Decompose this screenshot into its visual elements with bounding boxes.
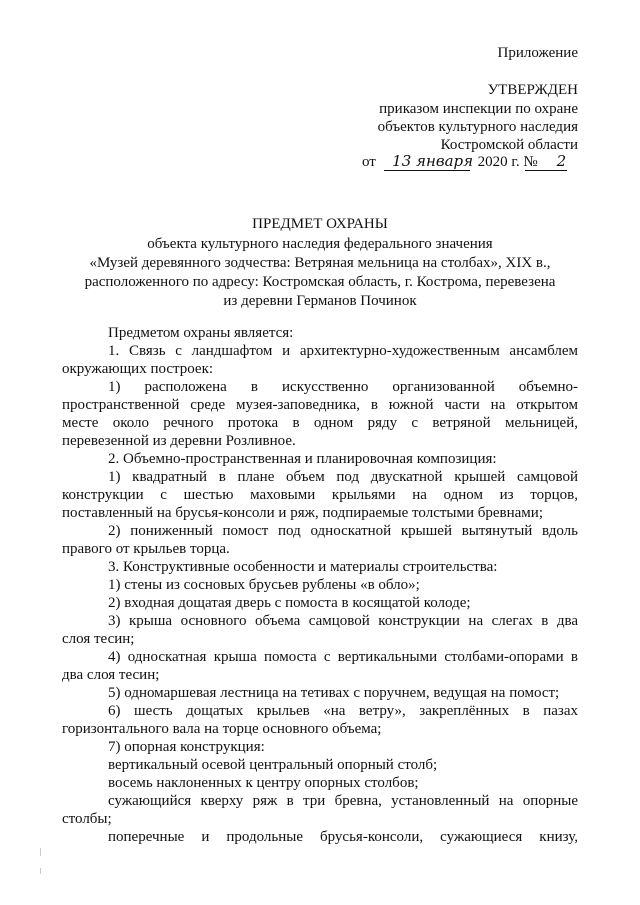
item-1-1-cont: месте около речного протока в одном ряду с ветряной мельницей, [62,415,578,431]
order-line: приказом инспекции по охране [379,101,578,117]
item-2-1: 1) квадратный в плане объем под двускатной крышей самцовой [108,469,578,485]
approved-stamp-text: УТВЕРЖДЕН [487,82,578,98]
body-intro: Предметом охраны является: [108,325,294,341]
item-3-2: 2) входная дощатая дверь с помоста в косящатой колоде; [108,595,471,611]
section-1-heading-cont: окружающих построек: [62,361,214,377]
item-3-4-cont: два слоя тесин; [62,667,160,683]
item-3-1: 1) стены из сосновых брусьев рублены «в обло»; [108,577,420,593]
handwritten-number: 2 [556,152,567,170]
scan-mark [40,848,41,856]
item-1-1: 1) расположена в искусственно организованной объемно- [108,379,578,395]
item-2-1-cont: поставленный на брусья-консоли и ряж, подпираемые толстыми бревнами; [62,505,543,521]
document-title: ПРЕДМЕТ ОХРАНЫ [252,216,388,232]
section-2-heading: 2. Объемно-пространственная и планировочная композиция: [108,451,497,467]
item-3-4: 4) односкатная крыша помоста с вертикальными столбами-опорами в [108,649,578,665]
order-line: Костромской области [440,137,578,153]
item-3-5: 5) одномаршевая лестница на тетивах с поручнем, ведущая на помост; [108,685,560,701]
item-1-1-cont: перевезенной из деревни Розливное. [62,433,296,449]
item-3-7-d: поперечные и продольные брусья-консоли, сужающиеся книзу, [108,829,578,845]
item-3-7: 7) опорная конструкция: [108,739,265,755]
scan-mark [40,868,41,874]
title-line: объекта культурного наследия федерального значения [147,236,493,252]
title-line: «Музей деревянного зодчества: Ветряная мельница на столбах», XIX в., [89,255,551,271]
item-3-7-c: сужающийся кверху ряж в три бревна, установленный на опорные [108,793,578,809]
appendix-label: Приложение [497,45,578,61]
title-line: расположенного по адресу: Костромская область, г. Кострома, перевезена [84,274,556,290]
item-3-7-b: восемь наклоненных к центру опорных столбов; [108,775,419,791]
item-3-3: 3) крыша основного объема самцовой конструкции на слегах в два [108,613,578,629]
item-1-1-cont: пространственной среде музея-заповедника, в южной части на открытом [62,397,578,413]
handwritten-date: 13 января [392,152,474,170]
date-underline [384,170,470,171]
section-3-heading: 3. Конструктивные особенности и материалы строительства: [108,559,498,575]
date-prefix: от [362,154,376,170]
item-2-1-cont: конструкции с шестью маховыми крыльями на одном из торцов, [62,487,578,503]
date-year: 2020 г. № [477,154,538,170]
item-3-6-cont: горизонтального вала на торце основного объема; [62,721,382,737]
item-3-3-cont: слоя тесин; [62,631,135,647]
item-3-7-a: вертикальный осевой центральный опорный столб; [108,757,438,773]
item-2-2-cont: правого от крыльев торца. [62,541,230,557]
item-3-7-c-cont: столбы; [62,811,112,827]
number-underline [525,170,567,171]
item-2-2: 2) пониженный помост под односкатной крышей вытянутый вдоль [108,523,578,539]
title-line: из деревни Германов Починок [223,293,417,309]
order-date-line [362,152,581,172]
item-3-6: 6) шесть дощатых крыльев «на ветру», закреплённых в пазах [108,703,578,719]
section-1-heading: 1. Связь с ландшафтом и архитектурно-художественным ансамблем [108,343,578,359]
order-line: объектов культурного наследия [377,119,578,135]
